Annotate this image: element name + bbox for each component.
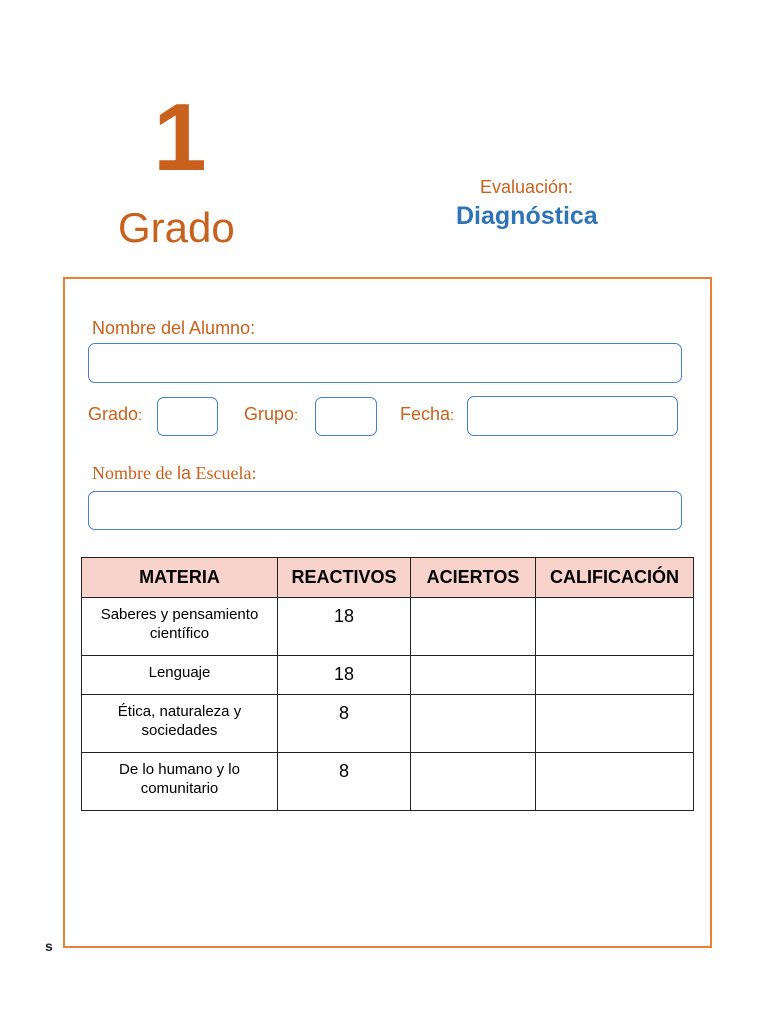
date-label-colon: : <box>450 407 455 424</box>
table-row <box>82 656 694 695</box>
cell-materia: Ética, naturaleza y sociedades <box>82 695 278 753</box>
grade-word: Grado <box>118 204 235 251</box>
cell-materia: De lo humano y lo comunitario <box>82 753 278 811</box>
cell-reactivos: 18 <box>278 598 411 656</box>
stray-char: s <box>45 938 53 954</box>
school-name-label-part2: la <box>176 463 191 483</box>
school-name-field[interactable] <box>88 491 682 530</box>
header-calificacion: CALIFICACIÓN <box>536 558 694 598</box>
cell-materia: Saberes y pensamiento científico <box>82 598 278 656</box>
grade-field[interactable] <box>157 397 218 436</box>
date-label-text: Fecha <box>400 404 451 424</box>
evaluation-label: Evaluación: <box>480 177 574 197</box>
school-name-label-part3: Escuela: <box>191 463 257 483</box>
date-label <box>400 403 454 427</box>
table-row <box>82 598 694 656</box>
cell-calificacion[interactable] <box>536 695 694 753</box>
cell-calificacion[interactable] <box>536 753 694 811</box>
cell-aciertos[interactable] <box>411 598 536 656</box>
grade-label <box>88 403 142 427</box>
group-label-text: Grupo <box>244 404 295 424</box>
cell-materia: Lenguaje <box>82 656 278 695</box>
cell-calificacion[interactable] <box>536 656 694 695</box>
grade-label-colon: : <box>138 407 143 424</box>
cell-aciertos[interactable] <box>411 695 536 753</box>
group-field[interactable] <box>315 397 377 436</box>
student-name-label: Nombre del Alumno: <box>92 318 256 338</box>
header-materia: MATERIA <box>82 558 278 598</box>
evaluation-title: Diagnóstica <box>456 202 598 230</box>
date-field[interactable] <box>467 396 678 436</box>
cell-reactivos: 8 <box>278 695 411 753</box>
cell-reactivos: 18 <box>278 656 411 695</box>
table-row <box>82 695 694 753</box>
grade-number: 1 <box>153 84 207 191</box>
grade-label-text: Grado <box>88 404 139 424</box>
school-name-label-part1: Nombre de <box>92 463 177 483</box>
table-row <box>82 753 694 811</box>
cell-reactivos: 8 <box>278 753 411 811</box>
student-name-field[interactable] <box>88 343 682 383</box>
group-label-colon: : <box>294 407 299 424</box>
group-label <box>244 403 298 427</box>
cell-aciertos[interactable] <box>411 656 536 695</box>
cell-aciertos[interactable] <box>411 753 536 811</box>
grades-table <box>81 557 694 811</box>
school-name-label <box>92 462 256 484</box>
table-header-row <box>82 558 694 598</box>
cell-calificacion[interactable] <box>536 598 694 656</box>
header-aciertos: ACIERTOS <box>411 558 536 598</box>
header-reactivos: REACTIVOS <box>278 558 411 598</box>
